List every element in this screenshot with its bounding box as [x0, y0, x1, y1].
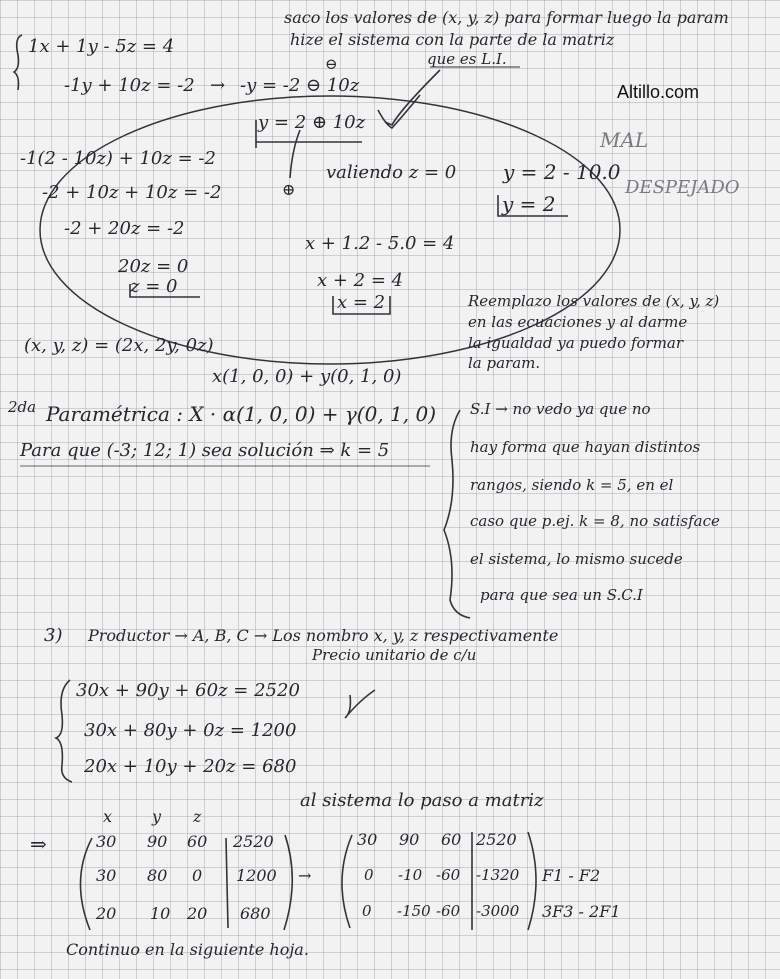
matrix-b-cell: 0	[362, 902, 372, 920]
matrix-col-z: z	[193, 807, 202, 826]
watermark: Altillo.com	[617, 82, 700, 102]
valuing-label: valiendo z = 0	[326, 162, 457, 183]
problem3-precio: Precio unitario de c/u	[312, 646, 477, 664]
y-boxed: y = 2 ⊕ 10z	[258, 112, 366, 133]
si-note-1: S.I → no vedo ya que no	[470, 400, 651, 418]
matrix-a-divider	[226, 838, 228, 928]
param-label: 2da	[8, 398, 37, 416]
matrix-b-cell: -3000	[476, 902, 520, 920]
si-note-4: caso que p.ej. k = 8, no satisface	[470, 512, 720, 530]
matrix-note: al sistema lo paso a matriz	[300, 790, 544, 811]
matrix-a-right-paren	[284, 835, 292, 930]
problem3-num: 3)	[44, 625, 63, 646]
tuple: (x, y, z) = (2x, 2y, 0z)	[24, 335, 214, 356]
system1-eq3: -y = -2 ⊖ 10z	[240, 75, 360, 96]
matrix-b-right-paren	[528, 832, 536, 930]
combo: x(1, 0, 0) + y(0, 1, 0)	[212, 366, 402, 387]
matrix-a-cell: 30	[96, 866, 117, 885]
si-bracket	[444, 410, 470, 618]
matrix-a-cell: 20	[187, 904, 208, 923]
si-note-5: el sistema, lo mismo sucede	[470, 550, 683, 568]
si-note-2: hay forma que hayan distintos	[470, 438, 701, 456]
system1-eq1: 1x + 1y - 5z = 4	[28, 36, 175, 57]
sub-step-5: z = 0	[130, 276, 178, 297]
x-step-1: x + 1.2 - 5.0 = 4	[305, 233, 455, 254]
row-op-arrow: →	[298, 866, 312, 885]
row-op-2: 3F3 - 2F1	[542, 902, 621, 921]
matrix-a-cell: 80	[147, 866, 168, 885]
system3-eq3: 20x + 10y + 20z = 680	[84, 756, 297, 777]
matrix-a-cell: 20	[96, 904, 117, 923]
matrix-col-y: y	[152, 807, 162, 826]
matrix-a-cell: 680	[240, 904, 271, 923]
plus-mark: ⊕	[282, 180, 296, 199]
matrix-a-cell: 10	[150, 904, 171, 923]
header-note-line3: que es L.I.	[427, 50, 507, 68]
theta-mark: ⊖	[325, 55, 338, 73]
matrix-col-x: x	[103, 807, 113, 826]
replace-note-4: la param.	[468, 354, 541, 372]
sub-step-3: -2 + 20z = -2	[64, 218, 185, 239]
header-note-line1: saco los valores de (x, y, z) para formar luego la param	[284, 8, 729, 27]
replace-note-1: Reemplazo los valores de (x, y, z)	[468, 292, 720, 310]
matrix-b-cell: -1320	[476, 866, 520, 884]
replace-note-3: la igualdad ya puedo formar	[468, 334, 684, 352]
matrix-b-cell: 0	[364, 866, 374, 884]
matrix-b-cell: 60	[441, 830, 462, 849]
system3-eq1: 30x + 90y + 60z = 2520	[76, 680, 300, 701]
valuing-y-eq: y = 2 - 10.0	[503, 160, 621, 184]
matrix-b-cell: 90	[399, 830, 420, 849]
sub-step-1: -1(2 - 10z) + 10z = -2	[20, 148, 216, 169]
system3-brace	[56, 680, 72, 782]
implies-arrow: ⇒	[30, 832, 47, 856]
header-arrow	[385, 70, 440, 125]
sub-step-4: 20z = 0	[118, 256, 189, 277]
si-note-3: rangos, siendo k = 5, en el	[470, 476, 674, 494]
footer-note: Continuo en la siguiente hoja.	[66, 940, 309, 959]
header-note-line2: hize el sistema con la parte de la matriz	[290, 30, 615, 49]
matrix-a-cell: 60	[187, 832, 208, 851]
sub-step-2: -2 + 10z + 10z = -2	[42, 182, 222, 203]
check-mark	[345, 690, 375, 718]
si-note-6: para que sea un S.C.I	[480, 586, 643, 604]
matrix-a-left-paren	[80, 838, 92, 930]
matrix-b-cell: 2520	[476, 830, 517, 849]
matrix-b-left-paren	[342, 835, 352, 928]
matrix-b-cell: -10	[398, 866, 423, 884]
replace-note-2: en las ecuaciones y al darme	[468, 313, 688, 331]
y-arrow	[290, 130, 300, 178]
matrix-b-cell: -60	[436, 866, 461, 884]
matrix-a-cell: 0	[192, 866, 203, 885]
matrix-a-cell: 30	[96, 832, 117, 851]
solucion: Para que (-3; 12; 1) sea solución ⇒ k = 5	[20, 440, 390, 461]
system1-eq2: -1y + 10z = -2	[64, 75, 195, 96]
matrix-b-cell: -60	[436, 902, 461, 920]
matrix-a-cell: 2520	[233, 832, 274, 851]
x-step-2: x + 2 = 4	[317, 270, 404, 291]
valuing-y-res: y = 2	[502, 192, 556, 216]
problem3-line: Productor → A, B, C → Los nombro x, y, z respectivamente	[88, 626, 559, 645]
system1-brace	[14, 35, 22, 90]
row-op-1: F1 - F2	[542, 866, 601, 885]
parametrica: Paramétrica : X · α(1, 0, 0) + γ(0, 1, 0)	[46, 402, 436, 426]
matrix-a-cell: 1200	[236, 866, 277, 885]
margin-note-despejado: DESPEJADO	[625, 177, 740, 198]
x-step-3: x = 2	[337, 292, 386, 313]
margin-note-mal: MAL	[600, 128, 649, 152]
matrix-b-cell: 30	[357, 830, 378, 849]
matrix-b-cell: -150	[397, 902, 431, 920]
system1-arrow: →	[210, 75, 226, 96]
system3-eq2: 30x + 80y + 0z = 1200	[84, 720, 297, 741]
matrix-a-cell: 90	[147, 832, 168, 851]
